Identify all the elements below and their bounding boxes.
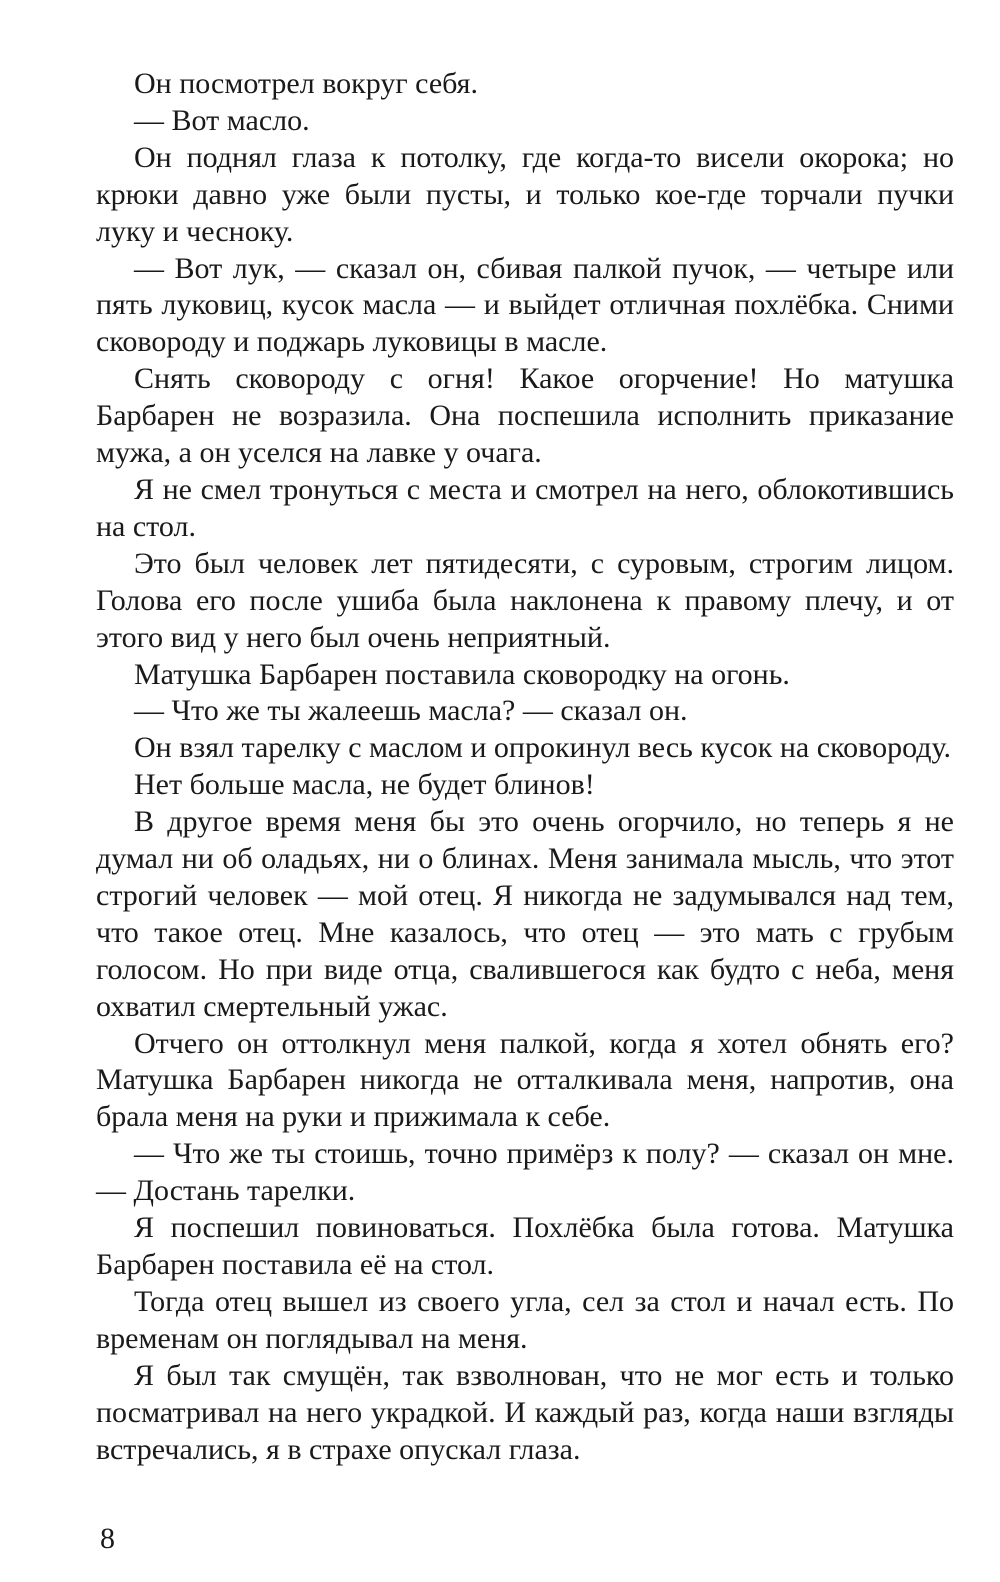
paragraph: Это был человек лет пятидесяти, с суровым, строгим лицом. Голова его после ушиба была наклонена к правому плечу, и от этого вид у него был очень неприятный. [96,546,954,654]
paragraph: Он взял тарелку с маслом и опрокинул весь кусок на сковороду. [134,731,951,765]
paragraph: Он посмотрел вокруг себя. [134,67,478,100]
paragraph: Он поднял глаза к потолку, где когда-то висели окорока; но крюки давно уже были пусты, и только кое-где торчали пучки луку и чесноку. [96,140,954,248]
paragraph: — Вот лук, — сказал он, сбивая палкой пучок, — четыре или пять луковиц, кусок масла — и выйдет отличная похлёбка. Сними сковороду и поджарь луковицы в масле. [96,251,954,359]
page-number: 8 [100,1522,115,1555]
paragraph: Матушка Барбарен поставила сковородку на огонь. [134,657,790,691]
paragraph: Тогда отец вышел из своего угла, сел за стол и начал есть. По временам он поглядывал на меня. [96,1284,954,1355]
paragraph: Я был так смущён, так взволнован, что не мог есть и только посматривал на него украдкой. И каждый раз, когда наши взгляды встречались, я в страхе опускал глаза. [96,1358,954,1466]
paragraph: Нет больше масла, не будет блинов! [134,768,595,802]
paragraph: Снять сковороду с огня! Какое огорчение! Но матушка Барбарен не возразила. Она поспешила исполнить приказание мужа, а он уселся на лавке у очага. [96,362,954,470]
paragraph: Я поспешил повиноваться. Похлёбка была готова. Матушка Барбарен поставила её на стол. [96,1211,954,1281]
paragraph: — Что же ты жалеешь масла? — сказал он. [134,694,688,728]
paragraph: — Вот масло. [134,103,310,137]
paragraph: В другое время меня бы это очень огорчило, но теперь я не думал ни об оладьях, ни о блинах. Меня занимала мысль, что этот строгий человек — мой отец. Я никогда не задумывался над тем, что такое отец. Мне казалось, что отец — это мать с грубым голосом. Но при виде отца, свалившегося как будто с неба, меня охватил смертельный ужас. [96,805,954,1023]
body-text [96,66,954,1468]
paragraph: Я не смел тронуться с места и смотрел на него, облокотившись на стол. [96,472,954,543]
paragraph: Отчего он оттолкнул меня палкой, когда я хотел обнять его? Матушка Барбарен никогда не отталкивала меня, напротив, она брала меня на руки и прижимала к себе. [96,1026,954,1134]
paragraph: — Что же ты стоишь, точно примёрз к полу? — сказал он мне. — Достань тарелки. [96,1137,954,1208]
